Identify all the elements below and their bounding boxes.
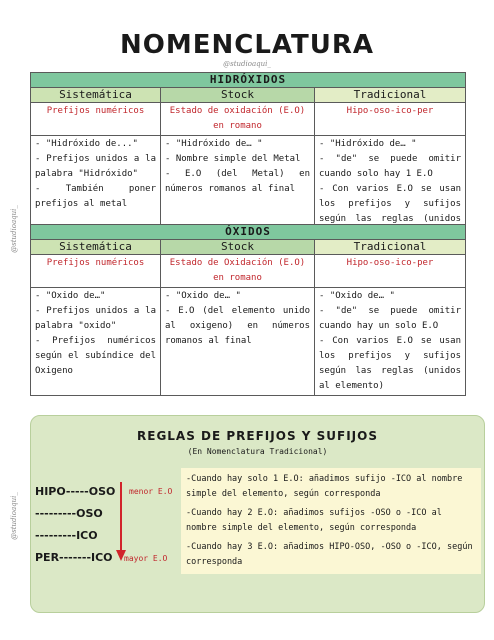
list-item: PER-------ICO [35,551,113,564]
header-stock: Stock [161,240,315,255]
rules-title: REGLAS DE PREFIJOS Y SUFIJOS [137,429,378,443]
hidroxidos-table [30,72,466,244]
cell-sistematica [31,288,161,396]
watermark-left-lower: @studioaqui_ [9,492,18,540]
cell-line: - "Hidróxido de… " [319,139,417,149]
cell-line: - "de" se puede omitir cuando hay un solo E.O [319,306,462,331]
cell-line: - Prefijos unidos a la palabra "oxido" [35,306,156,331]
list-item: ---------OSO [35,507,103,520]
cell-line: - "Oxido de…" [35,291,106,301]
subheader-sistematica: Prefijos numéricos [31,255,161,288]
cell-line: - Con varios E.O se usan los prefijos y sufijos según las reglas (unidos al elemento) [319,336,462,391]
menor-eo-label: menor E.O [129,487,173,496]
cell-line: - Con varios E.O se usan los prefijos y sufijos según las reglas (unidos [319,184,462,224]
cell-line: - También poner prefijos al metal [35,184,156,209]
cell-line: - "Oxido de… " [165,291,241,301]
prefix-suffix-list [35,481,116,569]
rules-list [181,468,481,574]
cell-line: - "Hidróxido de..." [35,139,138,149]
section-band-oxidos: ÓXIDOS [31,225,466,240]
subheader-tradicional: Hipo-oso-ico-per [315,103,466,136]
rule-item: -Cuando hay solo 1 E.O: añadimos sufijo -ICO al nombre simple del elemento, según corresponda [186,474,463,499]
header-tradicional: Tradicional [315,88,466,103]
rules-panel [30,415,485,613]
rule-item: -Cuando hay 2 E.O: añadimos sufijos -OSO o -ICO al nombre simple del elemento, según corresponda [186,508,442,533]
cell-line: - E.O (del Metal) en números romanos al final [165,169,310,194]
cell-line: - "Oxido de… " [319,291,395,301]
mayor-eo-label: mayor E.O [124,554,168,563]
header-sistematica: Sistemática [31,240,161,255]
header-sistematica: Sistemática [31,88,161,103]
section-band-hidroxidos: HIDRÓXIDOS [31,73,466,88]
header-stock: Stock [161,88,315,103]
header-tradicional: Tradicional [315,240,466,255]
subheader-stock: Estado de Oxidación (E.O) en romano [161,255,315,288]
down-arrow-icon [116,482,126,562]
list-item: HIPO-----OSO [35,485,116,498]
cell-line: - "Hidróxido de… " [165,139,263,149]
oxidos-table [30,224,466,396]
subheader-stock: Estado de oxidación (E.O) en romano [161,103,315,136]
subheader-tradicional: Hipo-oso-ico-per [315,255,466,288]
watermark-top: @studioaqui_ [223,60,271,68]
subheader-sistematica: Prefijos numéricos [31,103,161,136]
cell-line: - E.O (del elemento unido al oxigeno) en números romanos al final [165,306,310,346]
rules-subtitle: (En Nomenclatura Tradicional) [187,447,328,456]
cell-line: - Prefijos numéricos según el subíndice del Oxigeno [35,336,156,376]
rule-item: -Cuando hay 3 E.O: añadimos HIPO-OSO, -OSO o -ICO, según corresponda [186,542,473,567]
cell-line: - "de" se puede omitir cuando solo hay 1 E.O [319,154,462,179]
cell-line: - Prefijos unidos a la palabra "Hidróxido" [35,154,156,179]
list-item: ---------ICO [35,529,98,542]
cell-stock [161,288,315,396]
cell-tradicional [315,288,466,396]
cell-line: - Nombre simple del Metal [165,154,301,164]
page-title: NOMENCLATURA [120,30,374,60]
watermark-left: @studioaqui_ [9,205,18,253]
